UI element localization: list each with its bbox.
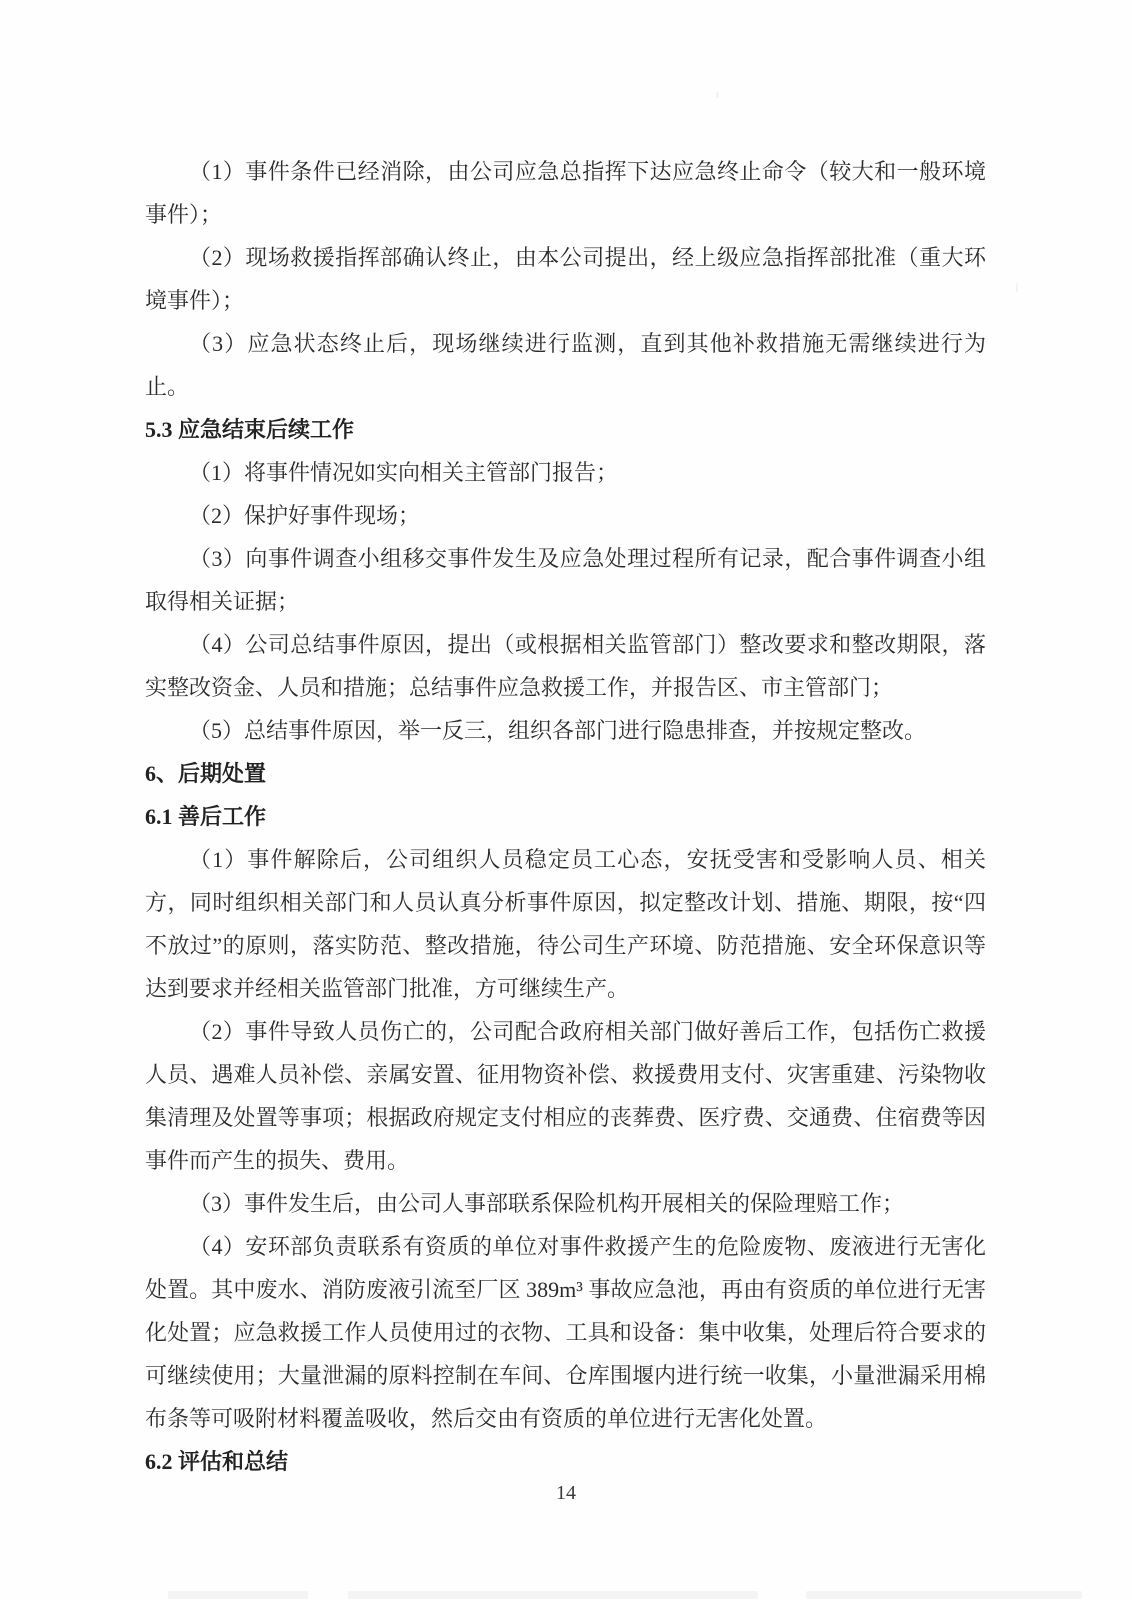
paragraph-followup-2: （2）保护好事件现场； [189,503,421,528]
paragraph-aftermath-1: （1）事件解除后，公司组织人员稳定员工心态，安抚受害和受影响人员、相关方，同时组织相关部门和人员认真分析事件原因，拟定整改计划、措施、期限，按“四不放过”的原则，落实防范、整改措施，待公司生产环境、防范措施、安全环保意识等达到要求并经相关监管部门批准，方可继续生产。 [145,847,986,1001]
document-body-text [145,150,986,1483]
paragraph-termination-condition-3: （3）应急状态终止后，现场继续进行监测，直到其他补救措施无需继续进行为止。 [145,331,986,399]
scan-artifact-cutoff-text [806,1591,1082,1599]
paragraph-termination-condition-1: （1）事件条件已经消除，由公司应急总指挥下达应急终止命令（较大和一般环境事件）； [145,159,986,227]
paragraph-followup-5: （5）总结事件原因，举一反三，组织各部门进行隐患排查，并按规定整改。 [189,718,927,743]
section-heading-5-3: 5.3 应急结束后续工作 [145,417,355,442]
paragraph-followup-4: （4）公司总结事件原因，提出（或根据相关监管部门）整改要求和整改期限，落实整改资金、人员和措施；总结事件应急救援工作，并报告区、市主管部门； [145,632,986,700]
section-heading-6-1: 6.1 善后工作 [145,804,267,829]
paragraph-followup-3: （3）向事件调查小组移交事件发生及应急处理过程所有记录，配合事件调查小组取得相关证据； [145,546,986,614]
paragraph-aftermath-4: （4）安环部负责联系有资质的单位对事件救援产生的危险废物、废液进行无害化处置。其中废水、消防废液引流至厂区 389m³ 事故应急池，再由有资质的单位进行无害化处置；应急救援工作人员使用过的衣物、工具和设备：集中收集，处理后符合要求的可继续使用；大量泄漏的原料控制在车间、仓库围堰内进行统一收集，小量泄漏采用棉布条等可吸附材料覆盖吸收，然后交由有资质的单位进行无害化处置。 [145,1234,986,1431]
page-number: 14 [556,1482,576,1504]
section-heading-6-2: 6.2 评估和总结 [145,1449,289,1474]
scan-artifact-speck [716,92,719,98]
paragraph-termination-condition-2: （2）现场救援指挥部确认终止，由本公司提出，经上级应急指挥部批准（重大环境事件）； [145,245,986,313]
paragraph-aftermath-3: （3）事件发生后，由公司人事部联系保险机构开展相关的保险理赔工作； [189,1191,905,1216]
section-heading-6: 6、后期处置 [145,761,267,786]
scan-artifact-cutoff-text [168,1591,308,1599]
paragraph-aftermath-2: （2）事件导致人员伤亡的，公司配合政府相关部门做好善后工作，包括伤亡救援人员、遇难人员补偿、亲属安置、征用物资补偿、救援费用支付、灾害重建、污染物收集清理及处置等事项；根据政府规定支付相应的丧葬费、医疗费、交通费、住宿费等因事件而产生的损失、费用。 [145,1019,986,1173]
scan-artifact-speck [1016,283,1018,292]
scan-artifact-cutoff-text [348,1591,758,1599]
paragraph-followup-1: （1）将事件情况如实向相关主管部门报告； [189,460,619,485]
